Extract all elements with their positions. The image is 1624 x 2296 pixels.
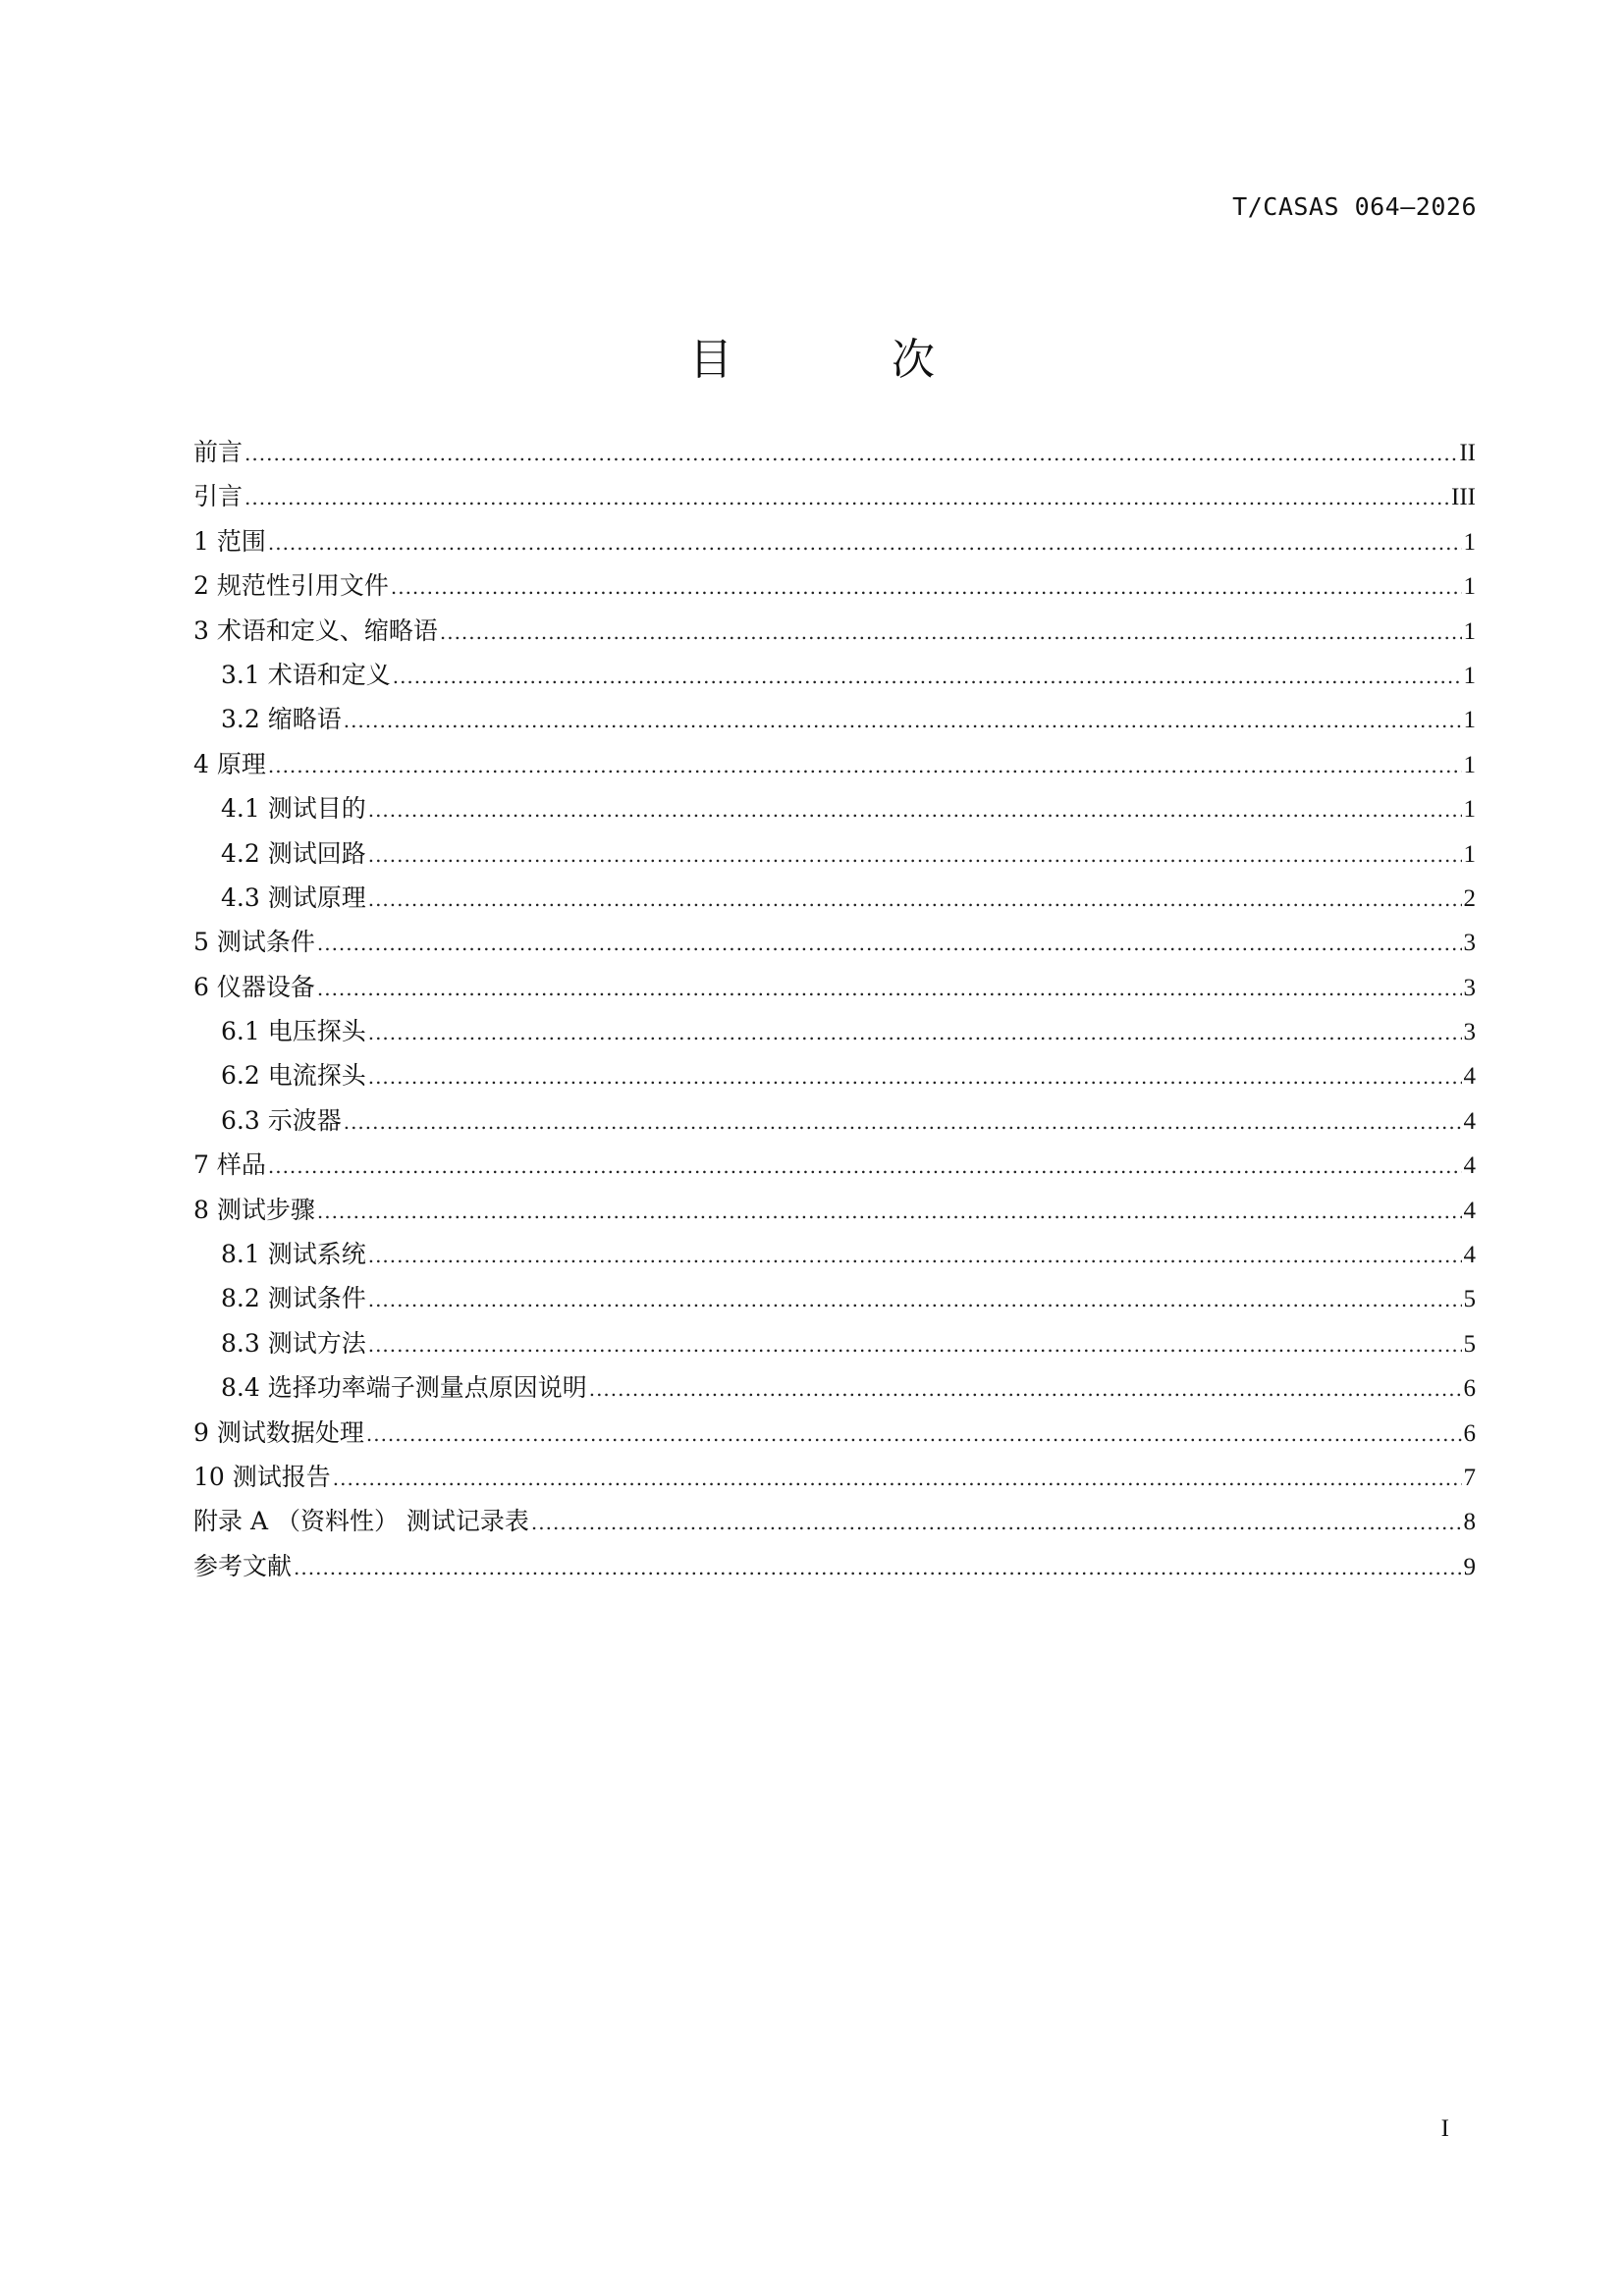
- toc-entry-label: 6.1 电压探头: [221, 1017, 366, 1046]
- toc-entry-page: 4: [1463, 1107, 1476, 1135]
- toc-entry[interactable]: [193, 1544, 1476, 1588]
- toc-entry-label: 参考文献: [193, 1551, 293, 1580]
- toc-entry-label: 9 测试数据处理: [193, 1417, 364, 1447]
- toc-entry-label: 6.3 示波器: [221, 1105, 342, 1135]
- toc-entry-page: 6: [1463, 1419, 1476, 1447]
- toc-entry-label: 3 术语和定义、缩略语: [193, 615, 438, 645]
- toc-dot-leader: [317, 922, 1462, 966]
- toc-dot-leader: [440, 611, 1462, 655]
- toc-entry[interactable]: [193, 1009, 1476, 1053]
- toc-entry-page: 1: [1463, 707, 1476, 734]
- toc-entry-page: 3: [1463, 930, 1476, 957]
- toc-dot-leader: [589, 1367, 1462, 1412]
- toc-dot-leader: [368, 788, 1462, 832]
- toc-entry-label: 6.2 电流探头: [221, 1061, 366, 1091]
- toc-dot-leader: [268, 1145, 1462, 1189]
- toc-entry[interactable]: [193, 786, 1476, 830]
- toc-entry-page: 5: [1463, 1286, 1476, 1313]
- toc-dot-leader: [317, 967, 1462, 1011]
- toc-title: 目 次: [689, 335, 1007, 385]
- toc-entry[interactable]: [193, 742, 1476, 786]
- toc-entry-page: 7: [1463, 1464, 1476, 1491]
- toc-entry-label: 4 原理: [193, 749, 266, 778]
- toc-entry[interactable]: [193, 1143, 1476, 1187]
- toc-entry-label: 8.1 测试系统: [221, 1240, 366, 1269]
- toc-dot-leader: [393, 655, 1462, 699]
- toc-entry-page: 1: [1463, 573, 1476, 601]
- toc-dot-leader: [368, 1323, 1462, 1367]
- toc-entry-label: 10 测试报告: [193, 1462, 331, 1491]
- toc-entry[interactable]: [193, 1053, 1476, 1097]
- toc-entry-page: 4: [1463, 1197, 1476, 1224]
- toc-entry[interactable]: [193, 474, 1476, 518]
- toc-entry-page: 8: [1463, 1509, 1476, 1536]
- toc-entry[interactable]: [193, 430, 1476, 474]
- toc-entry-label: 8 测试步骤: [193, 1195, 315, 1224]
- toc-entry[interactable]: [193, 519, 1476, 563]
- toc-entry-page: III: [1451, 484, 1476, 511]
- toc-entry-label: 2 规范性引用文件: [193, 571, 389, 601]
- toc-entry-label: 8.4 选择功率端子测量点原因说明: [221, 1373, 587, 1403]
- toc-dot-leader: [368, 1278, 1462, 1322]
- toc-dot-leader: [391, 565, 1462, 610]
- toc-entry-label: 附录 A （资料性） 测试记录表: [193, 1507, 529, 1536]
- toc-entry-page: 1: [1463, 796, 1476, 824]
- toc-entry-label: 4.1 测试目的: [221, 794, 366, 824]
- toc-entry[interactable]: [193, 965, 1476, 1009]
- toc-entry-page: 3: [1463, 1019, 1476, 1046]
- toc-entry-page: 4: [1463, 1152, 1476, 1180]
- toc-dot-leader: [244, 476, 1449, 520]
- toc-entry-page: 5: [1463, 1330, 1476, 1358]
- toc-entry-label: 1 范围: [193, 526, 266, 556]
- toc-entry-label: 引言: [193, 482, 244, 511]
- toc-entry-page: 1: [1463, 662, 1476, 689]
- toc-entry-label: 前言: [193, 438, 244, 466]
- toc-entry[interactable]: [193, 920, 1476, 964]
- toc-entry[interactable]: [193, 876, 1476, 920]
- toc-dot-leader: [268, 521, 1462, 565]
- toc-entry[interactable]: [193, 831, 1476, 876]
- toc-entry[interactable]: [193, 1276, 1476, 1320]
- toc-entry-label: 3.2 缩略语: [221, 705, 342, 734]
- toc-dot-leader: [244, 432, 1457, 476]
- page-number: I: [1440, 2115, 1449, 2142]
- toc-entry-label: 4.2 测试回路: [221, 838, 366, 868]
- toc-dot-leader: [333, 1457, 1462, 1501]
- toc-dot-leader: [294, 1546, 1461, 1590]
- toc-entry-page: 1: [1463, 617, 1476, 645]
- toc-entry[interactable]: [193, 1098, 1476, 1143]
- toc-dot-leader: [368, 878, 1462, 922]
- toc-entry[interactable]: [193, 1188, 1476, 1232]
- toc-entry-page: 9: [1463, 1553, 1476, 1580]
- toc-dot-leader: [368, 1011, 1462, 1055]
- standard-code: T/CASAS 064—2026: [1232, 192, 1477, 221]
- toc-entry-label: 3.1 术语和定义: [221, 660, 391, 689]
- toc-entry[interactable]: [193, 1321, 1476, 1365]
- toc-entry[interactable]: [193, 1411, 1476, 1455]
- toc-dot-leader: [268, 744, 1462, 788]
- toc-entry-page: 2: [1463, 884, 1476, 912]
- toc-entry-page: 3: [1463, 974, 1476, 1001]
- toc-dot-leader: [317, 1190, 1462, 1234]
- toc-dot-leader: [368, 1055, 1462, 1099]
- toc-entry-label: 6 仪器设备: [193, 972, 315, 1001]
- toc-entry-label: 8.3 测试方法: [221, 1328, 366, 1358]
- toc-dot-leader: [368, 1234, 1462, 1278]
- toc-entry-label: 4.3 测试原理: [221, 882, 366, 912]
- toc-entry-page: 1: [1463, 528, 1476, 556]
- toc-entry-label: 7 样品: [193, 1150, 266, 1180]
- toc-entry-label: 5 测试条件: [193, 928, 315, 957]
- toc-entry[interactable]: [193, 1365, 1476, 1410]
- toc-entry-page: 4: [1463, 1242, 1476, 1269]
- toc-dot-leader: [366, 1413, 1462, 1457]
- toc-dot-leader: [344, 1100, 1462, 1145]
- toc-dot-leader: [344, 699, 1462, 743]
- toc-entry-page: 1: [1463, 751, 1476, 778]
- toc-entry[interactable]: [193, 1232, 1476, 1276]
- toc-entry[interactable]: [193, 1499, 1476, 1543]
- toc-dot-leader: [531, 1501, 1462, 1545]
- toc-entry-page: 4: [1463, 1063, 1476, 1091]
- toc-entry-label: 8.2 测试条件: [221, 1284, 366, 1313]
- toc-entry-page: 6: [1463, 1375, 1476, 1403]
- toc-entry[interactable]: [193, 563, 1476, 608]
- toc-entry-page: 1: [1463, 840, 1476, 868]
- toc-entry[interactable]: [193, 697, 1476, 741]
- toc-dot-leader: [368, 833, 1462, 878]
- table-of-contents: [193, 430, 1476, 1588]
- toc-entry[interactable]: [193, 1455, 1476, 1499]
- toc-entry[interactable]: [193, 653, 1476, 697]
- toc-entry[interactable]: [193, 609, 1476, 653]
- toc-entry-page: II: [1459, 440, 1476, 466]
